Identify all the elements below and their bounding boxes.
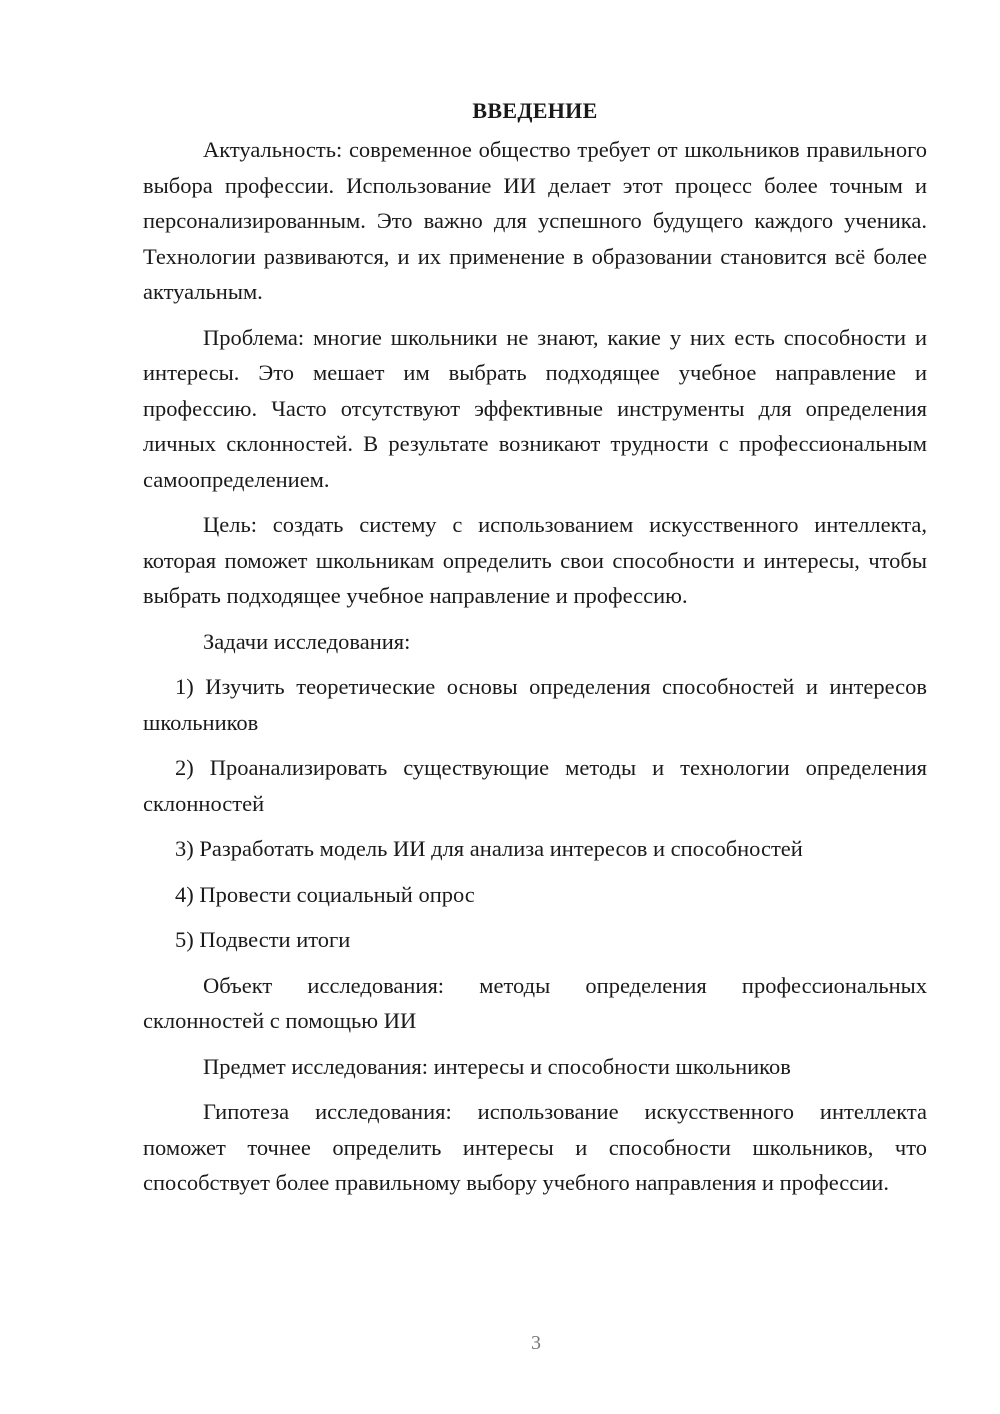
task-item: 5) Подвести итоги (175, 927, 351, 952)
paragraph-goal: Цель: создать систему с использованием искусственного интеллекта, которая поможет школьникам определить свои способности и интересы, чтобы выбрать подходящее учебное направление и профессию. (143, 512, 927, 608)
tasks-heading: Задачи исследования: (203, 628, 411, 654)
paragraph-subject: Предмет исследования: интересы и способности школьников (203, 1053, 791, 1079)
paragraph-hypothesis: Гипотеза исследования: использование искусственного интеллекта поможет точнее определить интересы и способности школьников, что способствует более правильному выбору учебного направления и профессии. (143, 1099, 927, 1195)
page-title: ВВЕДЕНИЕ (472, 98, 598, 123)
task-item: 2) Проанализировать существующие методы и технологии определения склонностей (143, 755, 927, 816)
task-item: 3) Разработать модель ИИ для анализа интересов и способностей (175, 836, 803, 861)
page-content (143, 96, 927, 1201)
paragraph-relevance: Актуальность: современное общество требует от школьников правильного выбора профессии. Использование ИИ делает этот процесс более точным и персонализированным. Это важно для успешного будущего каждого ученика. Технологии развиваются, и их применение в образовании становится всё более актуальным. (143, 137, 927, 304)
task-item: 1) Изучить теоретические основы определения способностей и интересов школьников (143, 674, 927, 735)
page-number: 3 (531, 1332, 541, 1354)
task-item: 4) Провести социальный опрос (175, 881, 475, 907)
paragraph-object: Объект исследования: методы определения профессиональных склонностей с помощью ИИ (143, 972, 927, 1033)
paragraph-problem: Проблема: многие школьники не знают, какие у них есть способности и интересы. Это мешает им выбрать подходящее учебное направление и профессию. Часто отсутствуют эффективные инструменты для определения личных склонностей. В результате возникают трудности с профессиональным самоопределением. (143, 324, 927, 492)
